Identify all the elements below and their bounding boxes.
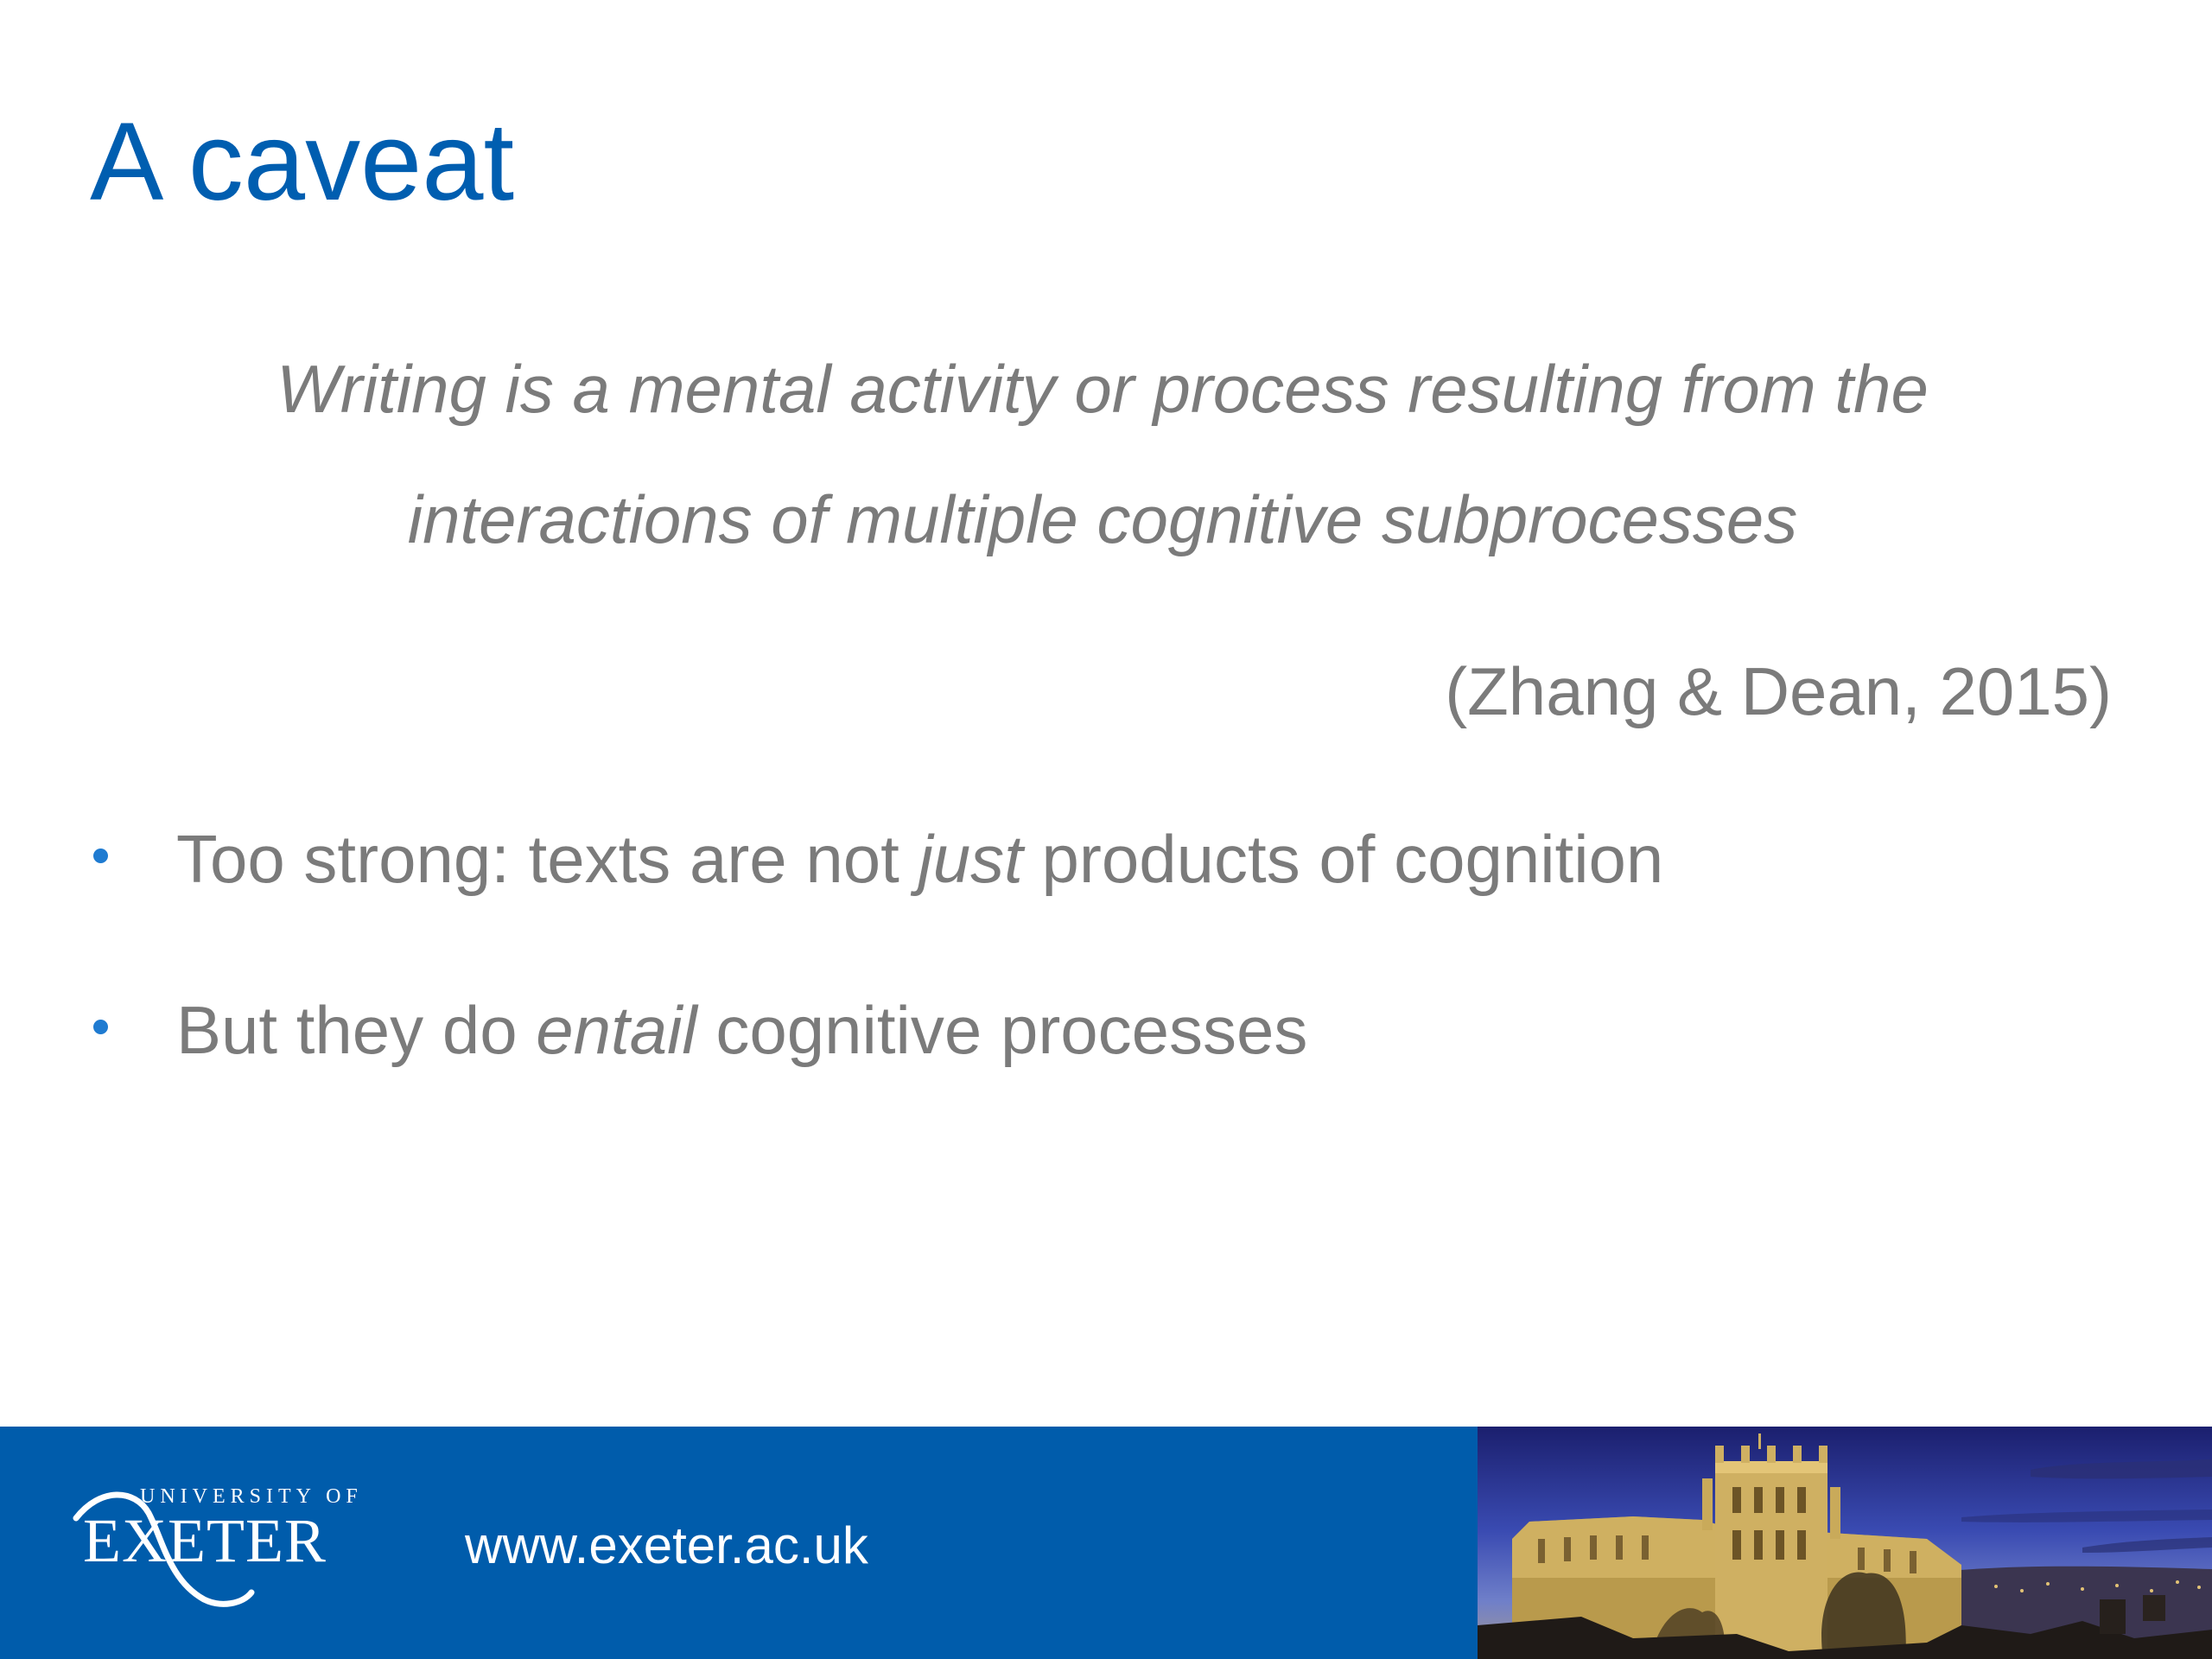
logo-main-text: EXETER bbox=[83, 1506, 327, 1575]
bullet-text-end: cognitive processes bbox=[696, 991, 1308, 1068]
website-url[interactable]: www.exeter.ac.uk bbox=[465, 1516, 868, 1574]
quote-line-1: Writing is a mental activity or process resulting from the bbox=[276, 351, 1929, 427]
bullet-list bbox=[90, 819, 1663, 1160]
bullet-icon bbox=[93, 1020, 108, 1034]
quote-citation: (Zhang & Dean, 2015) bbox=[1445, 653, 2112, 729]
quote-line-2: interactions of multiple cognitive subprocesses bbox=[407, 481, 1798, 557]
bullet-item bbox=[90, 819, 1663, 900]
bullet-text-start: Too strong: texts are not bbox=[176, 821, 918, 897]
bullet-icon bbox=[93, 849, 108, 863]
bullet-emphasis: just bbox=[918, 821, 1023, 897]
bullet-text bbox=[176, 992, 1307, 1068]
bullet-text-end: products of cognition bbox=[1022, 821, 1664, 897]
cathedral-photo bbox=[1478, 1427, 2212, 1659]
bullet-item bbox=[90, 990, 1663, 1071]
slide-title: A caveat bbox=[90, 100, 514, 224]
bullet-text-start: But they do bbox=[176, 991, 537, 1068]
bullet-text bbox=[176, 821, 1663, 897]
logo-top-text: UNIVERSITY OF bbox=[140, 1485, 363, 1508]
university-logo bbox=[66, 1478, 377, 1617]
bullet-emphasis: entail bbox=[536, 991, 697, 1068]
footer-bar bbox=[0, 1427, 2212, 1659]
